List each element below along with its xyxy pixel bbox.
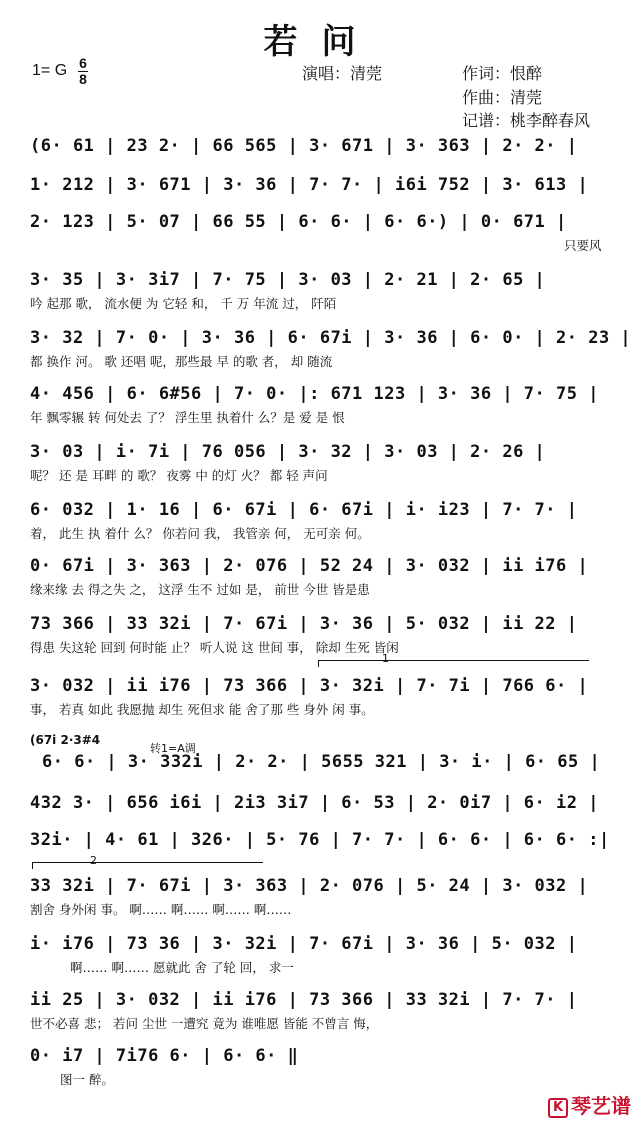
score-row-13: 432 3· | 656 i6i | 2i3 3i7 | 6· 53 | 2· 0i7 | 6· i2 | xyxy=(30,793,599,813)
modulation-note: 转1=A调 xyxy=(150,742,196,755)
lyric-row-11: 事， 若真 如此 我愿抛 却生 死但求 能 舍了那 些 身外 闲 事。 xyxy=(30,702,374,717)
score-row-7: 3· 03 | i· 7i | 76 056 | 3· 32 | 3· 03 | 2· 26 | xyxy=(30,442,546,462)
score-row-11: 3· 032 | ii i76 | 73 366 | 3· 32i | 7· 7i | 766 6· | xyxy=(30,676,589,696)
time-sig-bottom: 8 xyxy=(79,71,87,87)
logo-mark-icon: K xyxy=(548,1098,568,1118)
song-title: 若问 xyxy=(263,22,380,62)
lyric-row-10: 得患 失这轮 回到 何时能 止？ 听人说 这 世间 事， 除却 生死 皆闲 xyxy=(30,640,399,655)
volta-2-bracket xyxy=(32,862,263,869)
lyric-row-18: 图一 醉。 xyxy=(60,1072,114,1087)
logo-text: 琴艺谱 xyxy=(571,1094,631,1118)
lyricist-credit: 作词：恨醉 xyxy=(462,64,543,83)
transcriber-credit: 记谱：桃李醉春风 xyxy=(462,111,591,130)
score-row-17: ii 25 | 3· 032 | ii i76 | 73 366 | 33 32i | 7· 7· | xyxy=(30,990,578,1010)
score-row-2: 1· 212 | 3· 671 | 3· 36 | 7· 7· | i6i 752 | 3· 613 | xyxy=(30,175,589,195)
score-row-12: 6· 6· | 3· 332i | 2· 2· | 5655 321 | 3· i· | 6· 65 | xyxy=(42,752,601,772)
key-signature xyxy=(32,62,67,80)
volta-2-label: 2 xyxy=(90,854,97,867)
score-row-10: 73 366 | 33 32i | 7· 67i | 3· 36 | 5· 032 | ii 22 | xyxy=(30,614,578,634)
lyric-row-6: 年 飘零辗 转 何处去 了？ 浮生里 执着什 么？是 爱 是 恨 xyxy=(30,410,345,425)
time-sig-top: 6 xyxy=(79,55,87,71)
lyric-row-4: 吟 起那 歌， 流水便 为 它轻 和， 千 万 年流 过， 阡陌 xyxy=(30,296,337,311)
score-row-6: 4· 456 | 6· 6#56 | 7· 0· |: 671 123 | 3· 36 | 7· 75 | xyxy=(30,384,599,404)
score-row-14: 32i· | 4· 61 | 326· | 5· 76 | 7· 7· | 6· 6· | 6· 6· :| xyxy=(30,830,610,850)
lyric-row-16: 啊…… 啊…… 愿就此 舍 了轮 回， 求一 xyxy=(70,960,294,975)
score-row-16: i· i76 | 73 36 | 3· 32i | 7· 67i | 3· 36 | 5· 032 | xyxy=(30,934,578,954)
score-row-15: 33 32i | 7· 67i | 3· 363 | 2· 076 | 5· 24 | 3· 032 | xyxy=(30,876,589,896)
lyric-row-8: 着， 此生 执 着什 么？ 你若问 我， 我管亲 何， 无可亲 何。 xyxy=(30,526,370,541)
score-row-5: 3· 32 | 7· 0· | 3· 36 | 6· 67i | 3· 36 | 6· 0· | 2· 23 | xyxy=(30,328,632,348)
score-row-18: 0· i7 | 7i76 6· | 6· 6· ‖ xyxy=(30,1046,299,1066)
volta-1-bracket xyxy=(318,660,589,667)
singer-credit: 演唱：清莞 xyxy=(302,64,383,83)
lyric-row-17: 世不必喜 悲； 若问 尘世 一遭究 竟为 谁唯愿 皆能 不曾言 悔， xyxy=(30,1016,379,1031)
composer-credit: 作曲：清莞 xyxy=(462,88,543,107)
lyric-row-7: 呢？ 还 是 耳畔 的 歌？ 夜雾 中 的灯 火？ 都 轻 声问 xyxy=(30,468,328,483)
score-row-9: 0· 67i | 3· 363 | 2· 076 | 52 24 | 3· 032 | ii i76 | xyxy=(30,556,589,576)
score-row-1: (6· 61 | 23 2· | 66 565 | 3· 671 | 3· 363 | 2· 2· | xyxy=(30,136,578,156)
score-row-8: 6· 032 | 1· 16 | 6· 67i | 6· 67i | i· i23 | 7· 7· | xyxy=(30,500,578,520)
score-row-3: 2· 123 | 5· 07 | 66 55 | 6· 6· | 6· 6·) | 0· 671 | xyxy=(30,212,567,232)
intro-bracket: (67i 2·3#4 xyxy=(30,733,101,747)
lyric-row-5: 都 换作 河。 歌 还唱 呢，那些最 早 的歌 者， 却 随流 xyxy=(30,354,333,369)
score-row-4: 3· 35 | 3· 3i7 | 7· 75 | 3· 03 | 2· 21 | 2· 65 | xyxy=(30,270,546,290)
lyric-row-9: 缘来缘 去 得之失 之， 这浮 生不 过如 是， 前世 今世 皆是患 xyxy=(30,582,370,597)
volta-1-label: 1 xyxy=(382,652,389,665)
lyric-row-3: 只要风 xyxy=(564,238,602,253)
lyric-row-15: 割舍 身外闲 事。 啊…… 啊…… 啊…… 啊…… xyxy=(30,902,292,917)
key-label: 1= G xyxy=(32,62,68,79)
qinyipu-logo xyxy=(548,1090,631,1119)
time-signature xyxy=(78,57,88,86)
